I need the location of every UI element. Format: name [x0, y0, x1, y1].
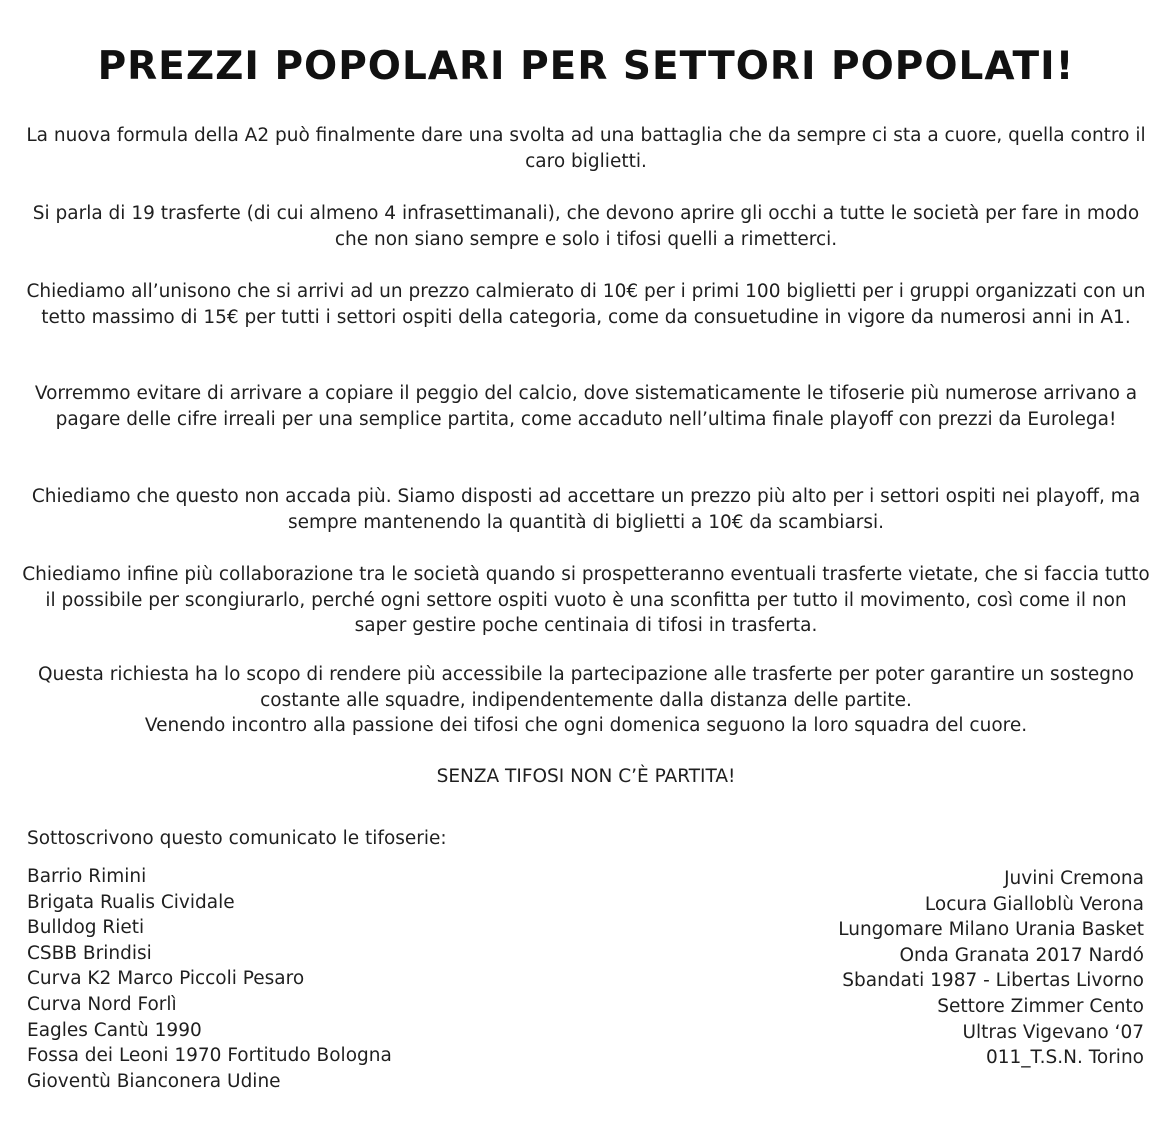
signatory-item: Locura Gialloblù Verona	[924, 893, 1144, 915]
paragraph-playoff-prices: Chiediamo che questo non accada più. Siamo disposti ad accettare un prezzo più alto per i settori ospiti nei playoff, ma sempre mantenendo la quantità di biglietti a 10€ da scambiarsi.	[31, 486, 1141, 533]
signatory-item: Eagles Cantù 1990	[27, 1019, 202, 1041]
signatory-item: Juvini Cremona	[1004, 868, 1144, 889]
signatory-item: Onda Granata 2017 Nardó	[899, 944, 1144, 966]
paragraph-price-request: Chiediamo all’unisono che si arrivi ad un prezzo calmierato di 10€ per i primi 100 biglietti per i gruppi organizzati con un tetto massimo di 15€ per tutti i settori ospiti della categoria, come da consuetudine in vigore da numerosi anni in A1.	[26, 281, 1146, 328]
signatories-intro: Sottoscrivono questo comunicato le tifoserie:	[27, 828, 447, 849]
signatory-item: CSBB Brindisi	[27, 942, 152, 964]
paragraph-away-games: Si parla di 19 trasferte (di cui almeno 4 infrasettimanali), che devono aprire gli occhi a tutte le società per fare in modo che non siano sempre e solo i tifosi quelli a rimetterci.	[32, 203, 1140, 250]
signatories-left-list	[27, 864, 392, 1094]
paragraph-new-formula: La nuova formula della A2 può finalmente dare una svolta ad una battaglia che da sempre ci sta a cuore, quella contro il caro biglietti.	[26, 125, 1146, 172]
page-title: PREZZI POPOLARI PER SETTORI POPOLATI!	[97, 44, 1075, 89]
signatory-item: Ultras Vigevano ‘07	[962, 1021, 1144, 1043]
paragraph-purpose-passion: Venendo incontro alla passione dei tifosi che ogni domenica seguono la loro squadra del cuore.	[144, 715, 1028, 736]
signatory-item: Curva Nord Forlì	[27, 993, 177, 1015]
signatories-right-list	[838, 866, 1144, 1071]
signatory-item: Gioventù Bianconera Udine	[27, 1070, 281, 1092]
signatory-item: Bulldog Rieti	[27, 917, 145, 939]
signatory-item: Fossa dei Leoni 1970 Fortitudo Bologna	[27, 1045, 392, 1067]
signatory-item: Barrio Rimini	[27, 866, 147, 887]
signatory-item: Sbandati 1987 - Libertas Livorno	[842, 970, 1144, 992]
signatory-item: Curva K2 Marco Piccoli Pesaro	[27, 968, 305, 990]
signatory-item: Brigata Rualis Cividale	[27, 891, 235, 913]
paragraph-collaboration: Chiediamo infine più collaborazione tra le società quando si prospetteranno eventuali trasferte vietate, che si faccia tutto il possibile per scongiurarlo, perché ogni settore ospiti vuoto è una sconfitta per tutto il movimento, così come il non saper gestire poche centinaia di tifosi in trasferta.	[22, 564, 1150, 636]
paragraph-football-comparison: Vorremmo evitare di arrivare a copiare il peggio del calcio, dove sistematicamente le tifoserie più numerose arrivano a pagare delle cifre irreali per una semplice partita, come accaduto nell’ultima finale playoff con prezzi da Eurolega!	[34, 383, 1138, 430]
paragraph-purpose-main: Questa richiesta ha lo scopo di rendere più accessibile la partecipazione alle trasferte per poter garantire un sostegno costante alle squadre, indipendentemente dalla distanza delle partite.	[37, 664, 1135, 711]
signatory-item: Lungomare Milano Urania Basket	[838, 919, 1144, 941]
paragraph-purpose	[20, 662, 1152, 739]
slogan: SENZA TIFOSI NON C’È PARTITA!	[436, 766, 736, 787]
signatory-item: 011_T.S.N. Torino	[985, 1047, 1144, 1069]
signatory-item: Settore Zimmer Cento	[937, 995, 1144, 1017]
